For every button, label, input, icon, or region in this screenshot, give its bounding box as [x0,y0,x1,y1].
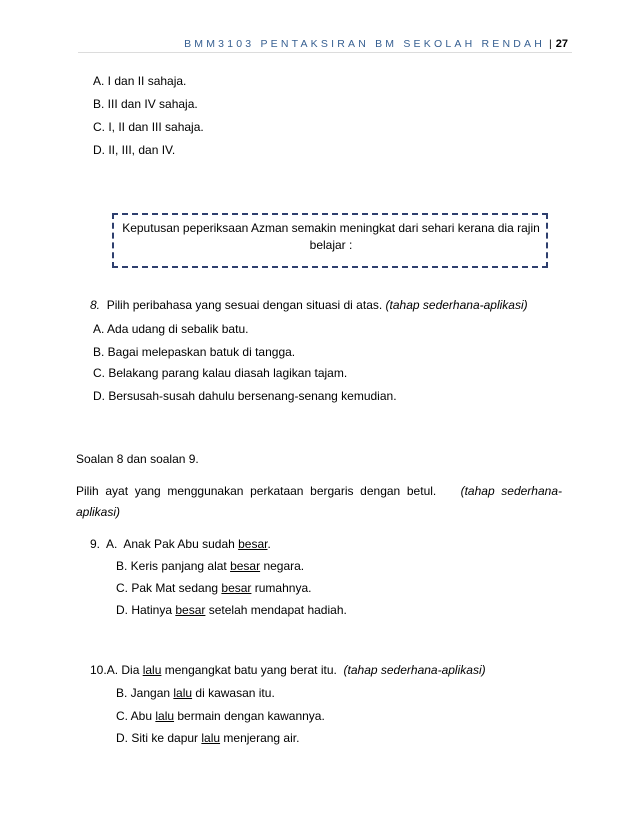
q10-d-post: menjerang air. [220,731,300,745]
section-title: Soalan 8 dan soalan 9. [76,452,199,466]
q10-a-word: lalu [142,663,162,677]
q10-c-pre: C. Abu [116,709,156,723]
q9-c-pre: C. Pak Mat sedang [116,581,222,595]
q8-number: 8. [90,298,101,312]
q9-d-word: besar [175,603,206,617]
q7-option-a: A. I dan II sahaja. [93,74,187,88]
q10-a-pre: A. Dia [106,663,143,677]
q8-tag: (tahap sederhana-aplikasi) [385,298,528,312]
course-title: BMM3103 PENTAKSIRAN BM SEKOLAH RENDAH [184,38,546,50]
q9-d-post: setelah mendapat hadiah. [205,603,347,617]
q9-c-word: besar [221,581,252,595]
q10-number: 10. [90,663,107,677]
header-rule [78,52,572,53]
q10-option-c [116,709,325,723]
q8-option-b: B. Bagai melepaskan batuk di tangga. [93,345,296,359]
q10-b-word: lalu [173,686,193,700]
q9-a-word: besar [238,537,268,551]
q9-b-pre: B. Keris panjang alat [116,559,231,573]
q10-a-post: mengangkat batu yang berat itu. [161,663,337,677]
q8-question [90,298,528,312]
instruction-tag-part2: aplikasi) [76,505,121,519]
q9-b-post: negara. [260,559,305,573]
q7-option-b: B. III dan IV sahaja. [93,97,198,111]
q8-text: Pilih peribahasa yang sesuai dengan situasi di atas. [106,298,383,312]
section-instruction [76,484,562,498]
q9-a-pre: A. Anak Pak Abu sudah [106,537,239,551]
q9-a-post: . [267,537,271,551]
q10-c-post: bermain dengan kawannya. [174,709,325,723]
q7-option-c: C. I, II dan III sahaja. [93,120,204,134]
q10-option-a [90,663,486,677]
q10-c-word: lalu [155,709,175,723]
q8-option-d: D. Bersusah-susah dahulu bersenang-senang kemudian. [93,389,397,403]
q9-d-pre: D. Hatinya [116,603,176,617]
q10-tag: (tahap sederhana-aplikasi) [343,663,486,677]
page-number: 27 [555,38,568,50]
q7-option-d: D. II, III, dan IV. [93,143,176,157]
q10-b-post: di kawasan itu. [192,686,275,700]
q9-b-word: besar [230,559,261,573]
q9-c-post: rumahnya. [251,581,312,595]
q10-b-pre: B. Jangan [116,686,174,700]
q8-option-c: C. Belakang parang kalau diasah lagikan tajam. [93,366,348,380]
instruction-text: Pilih ayat yang menggunakan perkataan bergaris dengan betul. [76,484,437,498]
q9-option-d [116,603,347,617]
situation-text: Keputusan peperiksaan Azman semakin meningkat dari sehari kerana dia rajin belajar : [122,221,540,252]
q9-option-a [90,537,271,551]
q9-option-c [116,581,311,595]
q10-option-d [116,731,299,745]
instruction-tag-part1: (tahap sederhana- [460,484,562,498]
q10-option-b [116,686,275,700]
q10-d-pre: D. Siti ke dapur [116,731,202,745]
q10-d-word: lalu [201,731,221,745]
page-header: BMM3103 PENTAKSIRAN BM SEKOLAH RENDAH | 27 [184,38,568,50]
q9-option-b [116,559,304,573]
q8-option-a: A. Ada udang di sebalik batu. [93,322,249,336]
q9-number: 9. [90,537,101,551]
